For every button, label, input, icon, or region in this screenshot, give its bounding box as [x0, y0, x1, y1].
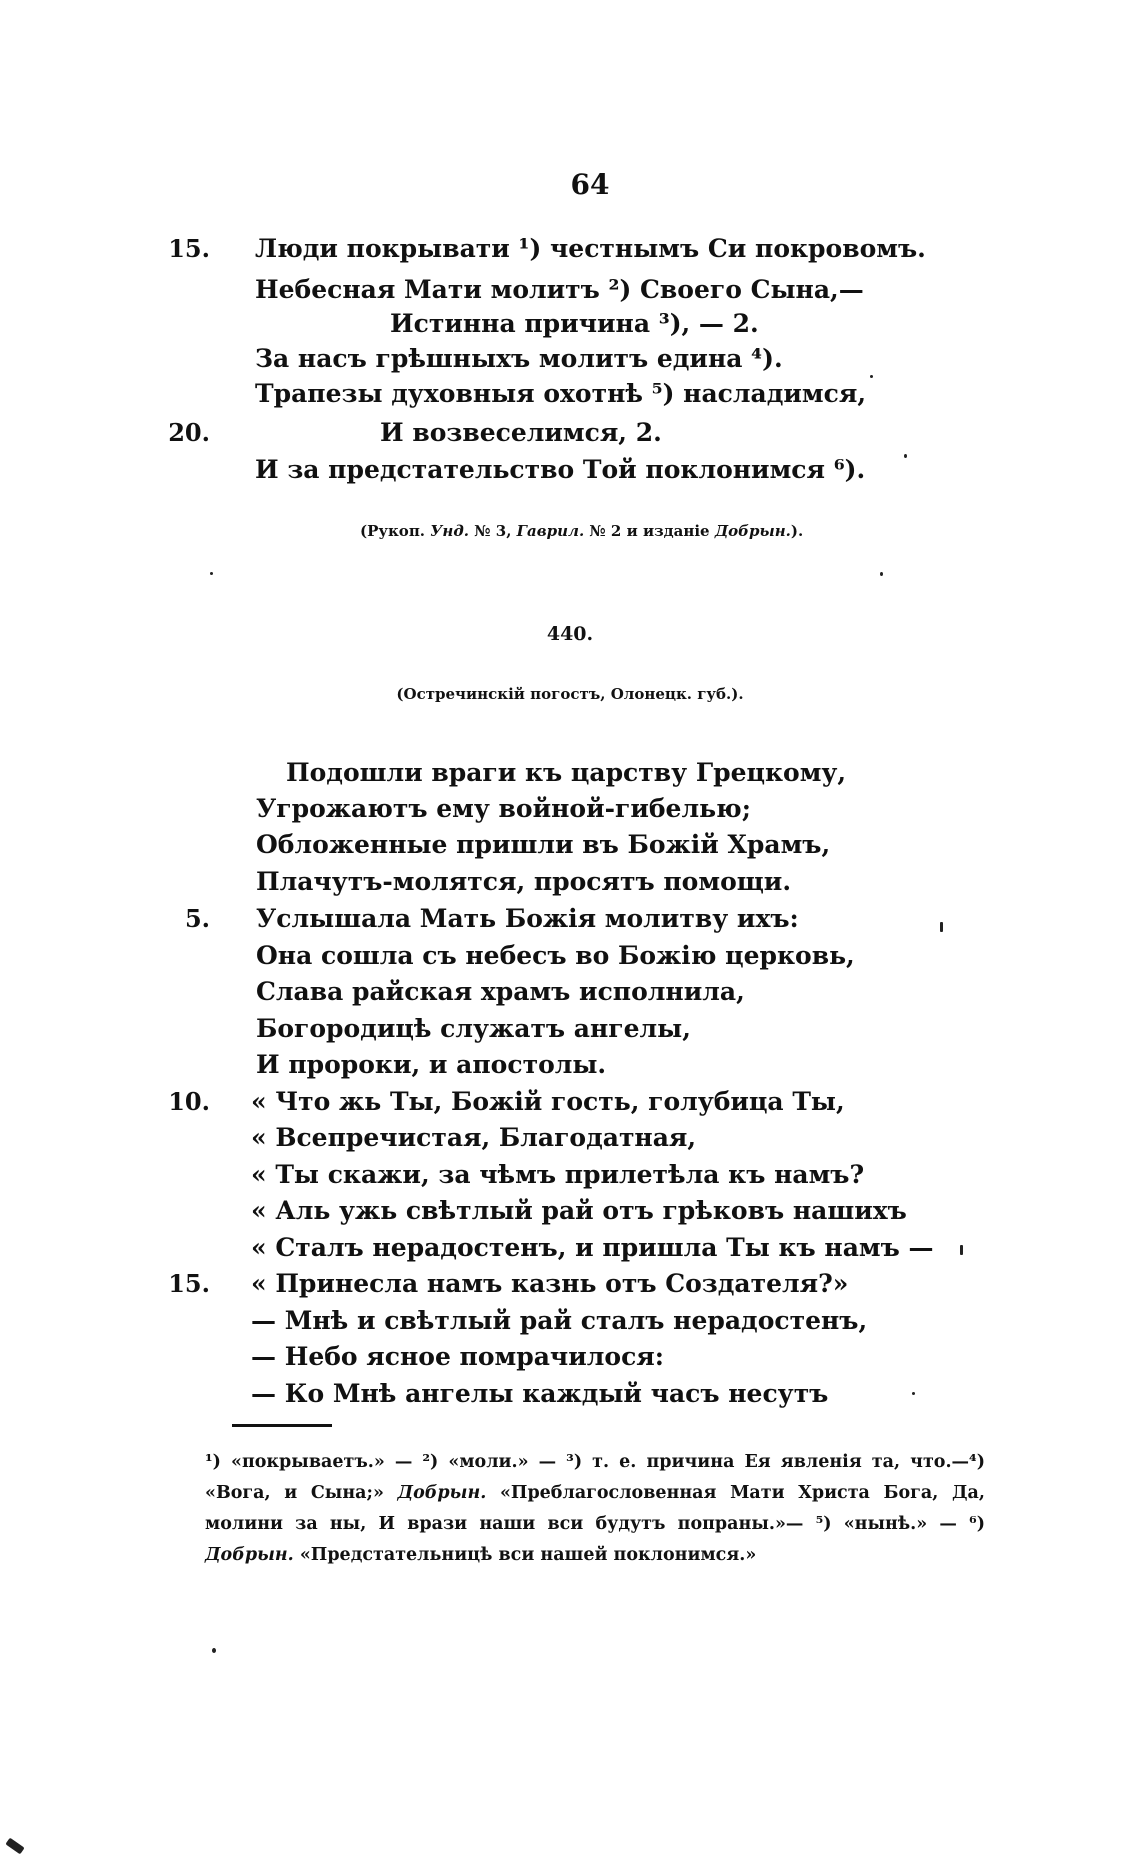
- footnote-text: «Преблагословенная Мати Христа Бога, Да, молини за ны, И врази наши вси будутъ попраны.»— ⁵) «нынѣ.» — ⁶): [205, 1483, 985, 1534]
- scan-speck: [212, 1648, 216, 1653]
- verse-text: « Аль ужь свѣтлый рай отъ грѣковъ нашихъ: [251, 1196, 907, 1225]
- line-number: 20.: [168, 418, 210, 447]
- verse-text: Люди покрывати ¹) честнымъ Си покровомъ.: [255, 234, 926, 263]
- source-text: № 2 и изданіе: [584, 522, 715, 540]
- scan-speck: [904, 454, 907, 458]
- song-1-source: [360, 522, 803, 540]
- line-number: 15.: [168, 234, 210, 263]
- verse-text: « Что жь Ты, Божій гость, голубица Ты,: [251, 1087, 845, 1116]
- line-number: 10.: [168, 1087, 210, 1116]
- source-ms-undolsky: Унд.: [430, 522, 470, 540]
- verse-text: Истинна причина ³), — 2.: [390, 309, 759, 338]
- verse-text: « Принесла намъ казнь отъ Создателя?»: [251, 1269, 849, 1298]
- verse-text: И за предстательство Той поклонимся ⁶).: [255, 455, 866, 484]
- verse-text: — Небо ясное помрачилося:: [251, 1342, 664, 1371]
- footnotes: [205, 1447, 985, 1571]
- verse-text: Слава райская храмъ исполнила,: [256, 977, 745, 1006]
- source-text: № 3,: [469, 522, 517, 540]
- scan-speck: [960, 1245, 963, 1255]
- verse-text: Она сошла съ небесъ во Божію церковь,: [256, 941, 855, 970]
- verse-text: За насъ грѣшныхъ молитъ едина ⁴).: [255, 344, 783, 373]
- verse-text: Небесная Мати молитъ ²) Своего Сына,—: [255, 275, 864, 304]
- verse-text: И пророки, и апостолы.: [256, 1050, 607, 1079]
- verse-text: — Мнѣ и свѣтлый рай сталъ нерадостенъ,: [251, 1306, 868, 1335]
- verse-text: « Ты скажи, за чѣмъ прилетѣла къ намъ?: [251, 1160, 865, 1189]
- footnote-text: «Предстательницѣ вси нашей поклонимся.»: [293, 1545, 757, 1565]
- verse-text: Плачутъ-молятся, просятъ помощи.: [256, 867, 792, 896]
- footnote-source-dobryn: Добрын.: [397, 1483, 487, 1503]
- verse-text: Трапезы духовныя охотнѣ ⁵) насладимся,: [255, 379, 867, 408]
- footnote-rule: [232, 1424, 332, 1427]
- page-number: 64: [570, 168, 610, 201]
- verse-text: « Сталъ нерадостенъ, и пришла Ты къ намъ —: [251, 1233, 934, 1262]
- line-number: 5.: [184, 904, 210, 933]
- verse-text: Угрожаютъ ему войной-гибелью;: [256, 794, 751, 823]
- scan-speck: [870, 375, 873, 378]
- verse-text: « Всепречистая, Благодатная,: [251, 1123, 697, 1152]
- verse-text: Обложенные пришли въ Божій Храмъ,: [256, 830, 831, 859]
- song-number: 440.: [546, 623, 594, 645]
- verse-text: И возвеселимся, 2.: [380, 418, 662, 447]
- source-edition-dobryn: Добрын.: [714, 522, 791, 540]
- scan-speck: [210, 572, 213, 575]
- verse-text: Услышала Мать Божія молитву ихъ:: [256, 904, 799, 933]
- source-ms-gavril: Гаврил.: [516, 522, 585, 540]
- scan-speck: [912, 1392, 915, 1395]
- scan-mark: [5, 1838, 24, 1855]
- verse-text: — Ко Мнѣ ангелы каждый часъ несутъ: [251, 1379, 829, 1408]
- source-text: ).: [790, 522, 804, 540]
- verse-text: Подошли враги къ царству Грецкому,: [286, 758, 847, 787]
- footnote-text: ¹) «покрываетъ.» — ²) «моли.» — ³) т. е. причина Ея явленія та, что.—⁴) «Вога, и Сына;»: [205, 1452, 985, 1503]
- scan-speck: [880, 572, 883, 576]
- verse-text: Богородицѣ служатъ ангелы,: [256, 1014, 691, 1043]
- footnote-source-dobryn: Добрын.: [205, 1545, 294, 1565]
- scan-speck: [940, 922, 943, 932]
- song-location: (Остречинскій погостъ, Олонецк. губ.).: [396, 685, 744, 703]
- line-number: 15.: [168, 1269, 210, 1298]
- source-text: (Рукоп.: [360, 522, 431, 540]
